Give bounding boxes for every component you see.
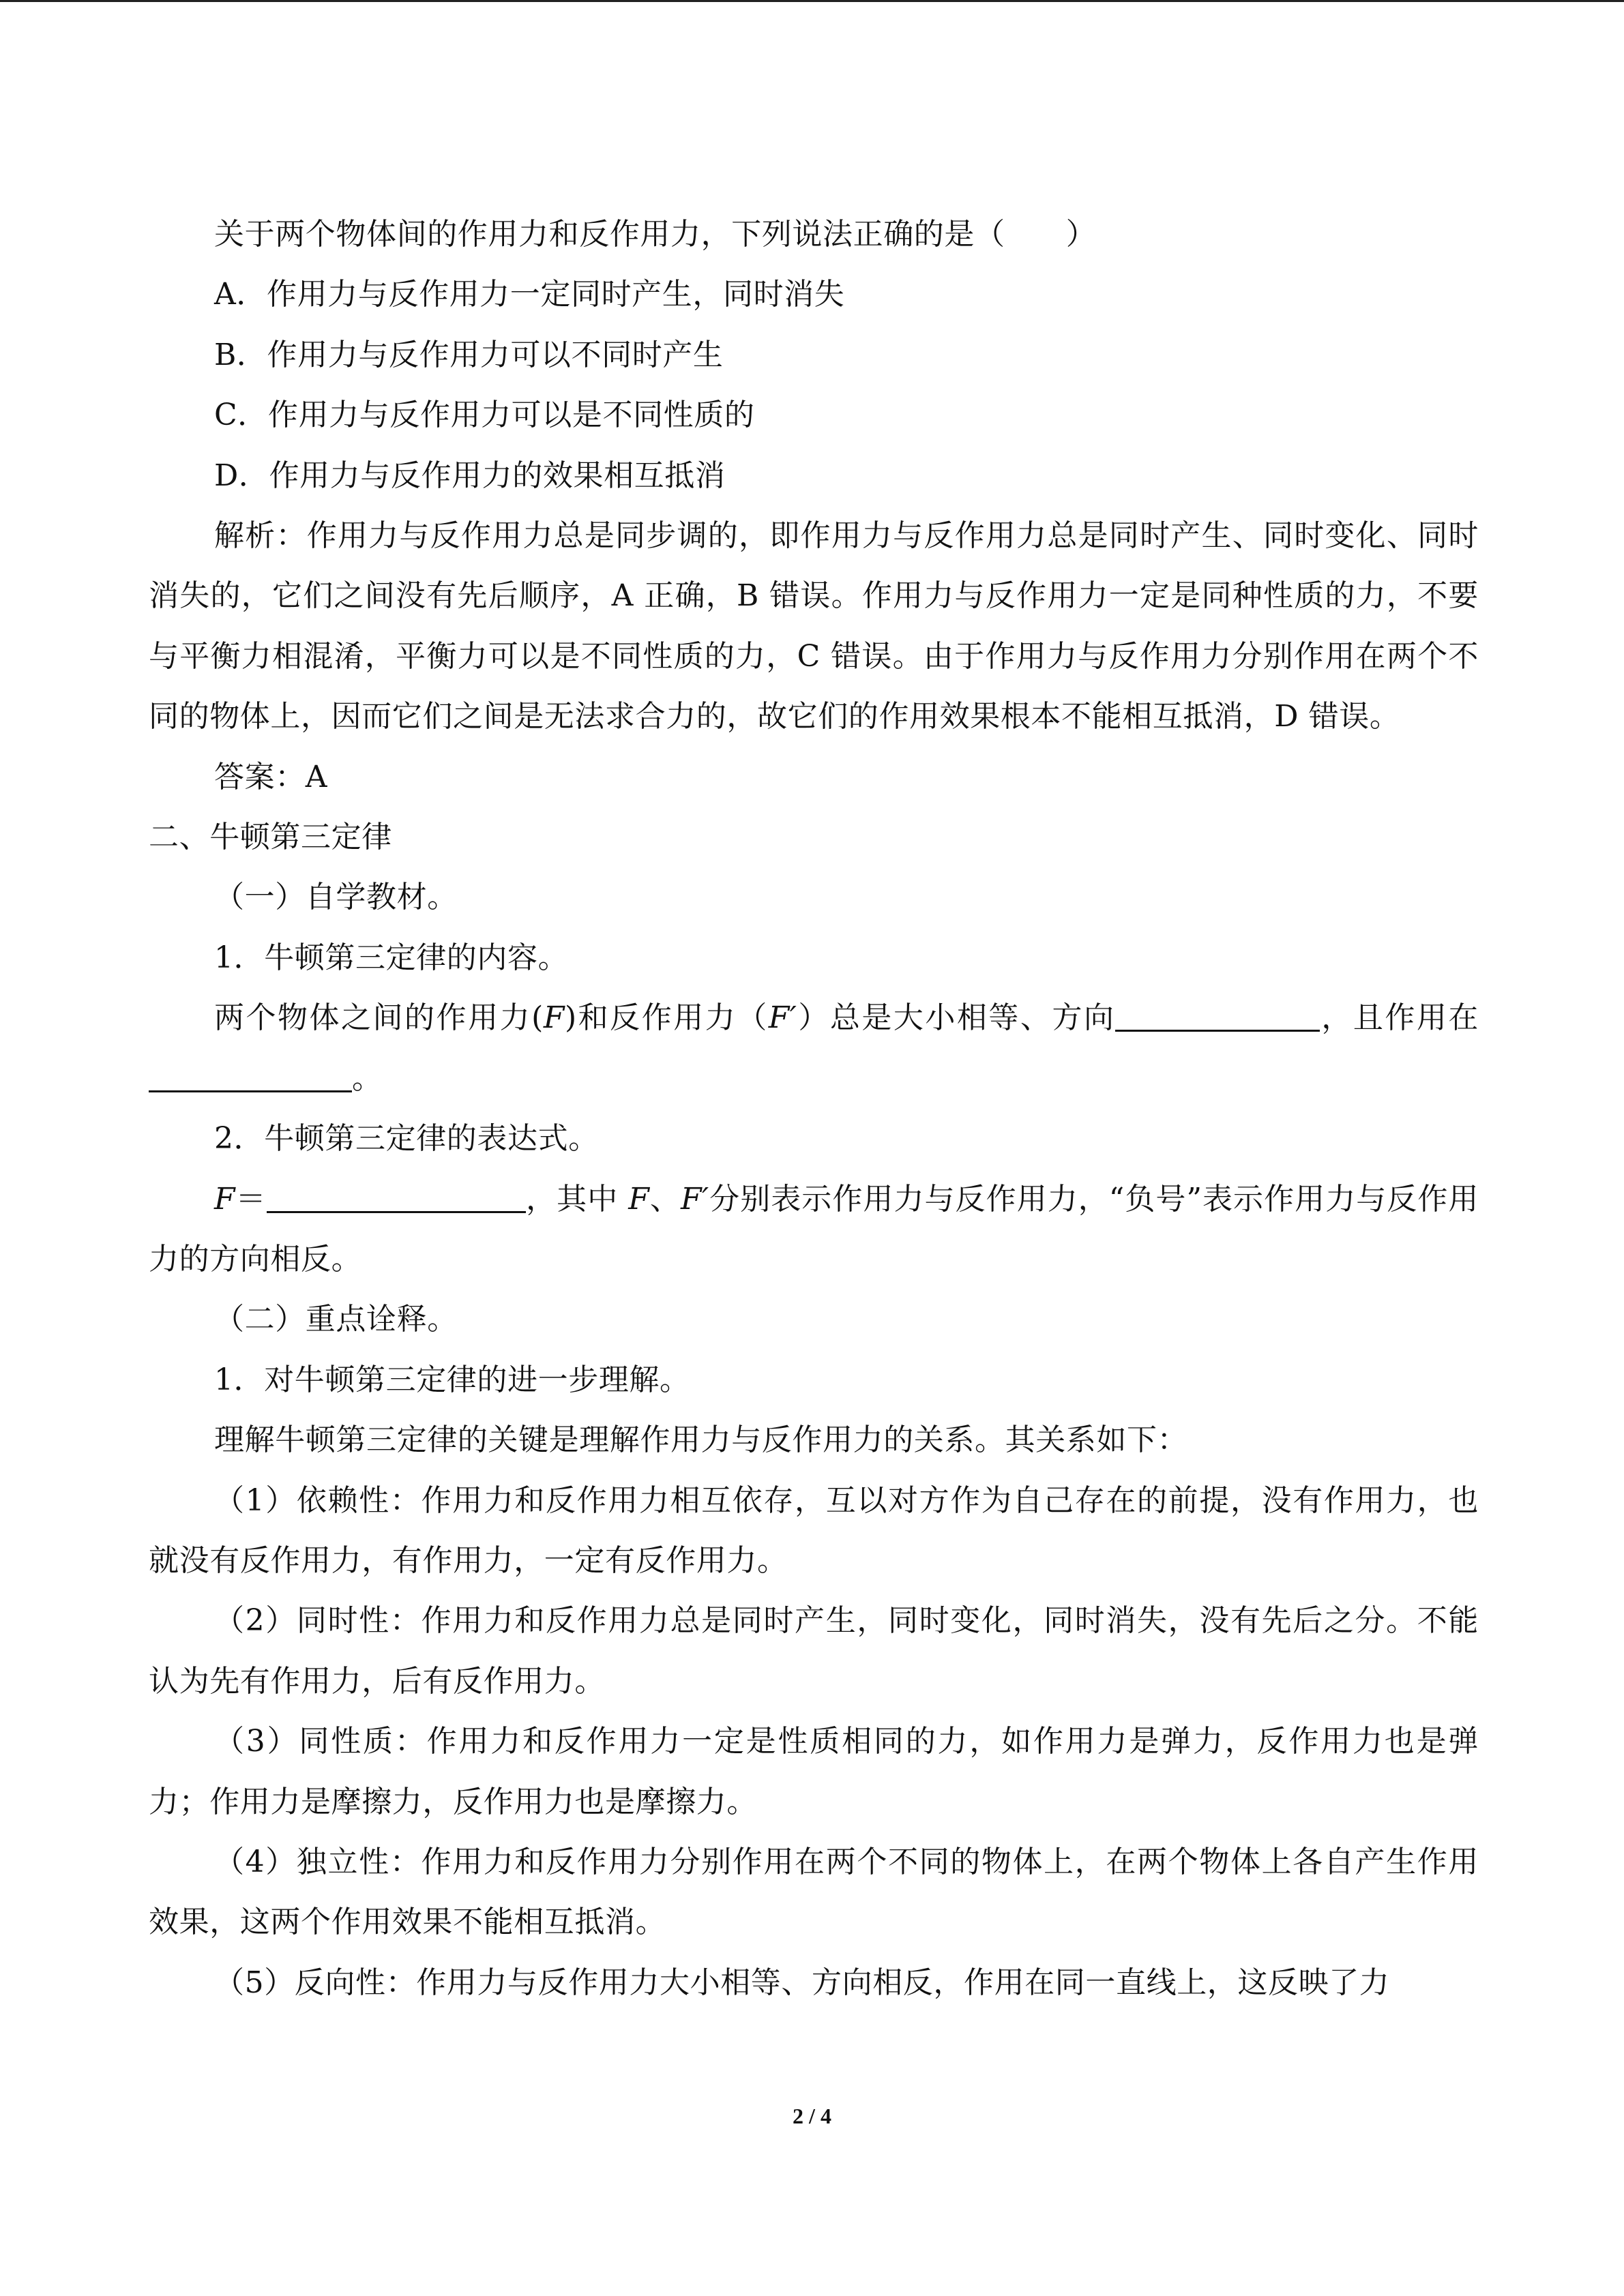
section-heading: 二、牛顿第三定律: [149, 820, 392, 855]
item2-text-a: ，其中: [525, 1181, 629, 1217]
item2-content: [149, 1169, 1479, 1290]
document-body: [149, 205, 1479, 2013]
part2-title: （二）重点诠释。: [214, 1302, 458, 1337]
fill-blank-expression[interactable]: [267, 1176, 526, 1213]
symbol-f: F: [543, 1000, 565, 1036]
question-stem: 关于两个物体间的作用力和反作用力，下列说法正确的是（ ）: [214, 217, 1097, 252]
top-border-line: [0, 0, 1624, 2]
part1-title: （一）自学教材。: [214, 880, 458, 915]
symbol-f: F: [214, 1181, 236, 1217]
property-simultaneity: （2）同时性：作用力和反作用力总是同时产生，同时变化，同时消失，没有先后之分。不能认为先有作用力，后有反作用力。: [149, 1603, 1479, 1699]
item1-text-d: ，且作用在: [1320, 1000, 1479, 1036]
analysis-paragraph: 解析：作用力与反作用力总是同步调的，即作用力与反作用力总是同时产生、同时变化、同时消失的，它们之间没有先后顺序，A 正确，B 错误。作用力与反作用力一定是同种性质的力，不要与平衡力相混淆，平衡力可以是不同性质的力，C 错误。由于作用力与反作用力分别作用在两个不同的物体上，因而它们之间是无法求合力的，故它们的作用效果根本不能相互抵消，D 错误。: [149, 518, 1479, 734]
separator: 、: [649, 1181, 681, 1217]
option-c: C．作用力与反作用力可以是不同性质的: [214, 398, 755, 433]
item1-text-e: 。: [352, 1060, 383, 1096]
fill-blank-direction[interactable]: [1115, 994, 1320, 1032]
answer-line: 答案：A: [214, 759, 328, 794]
property-opposite-direction: （5）反向性：作用力与反作用力大小相等、方向相反，作用在同一直线上，这反映了力: [214, 1965, 1390, 2000]
equals-sign: ＝: [235, 1181, 267, 1217]
fill-blank-location[interactable]: [149, 1055, 352, 1092]
option-b: B．作用力与反作用力可以不同时产生: [214, 337, 724, 372]
item2-text-b: 分别表示作用力与反作用力，“负号”表示作用力与反作用力的方向相反。: [149, 1181, 1479, 1277]
option-a: A．作用力与反作用力一定同时产生，同时消失: [214, 277, 845, 312]
item1-text-c: ）总是大小相等、方向: [797, 1000, 1116, 1036]
property-independence: （4）独立性：作用力和反作用力分别作用在两个不同的物体上，在两个物体上各自产生作用效果，这两个作用效果不能相互抵消。: [149, 1844, 1479, 1940]
item1-content: [149, 988, 1479, 1109]
symbol-f-prime: F′: [680, 1181, 709, 1217]
page-number: 2 / 4: [793, 2104, 831, 2128]
point1-intro: 理解牛顿第三定律的关键是理解作用力与反作用力的关系。其关系如下：: [214, 1422, 1188, 1458]
point1-title: 1．对牛顿第三定律的进一步理解。: [214, 1362, 690, 1397]
item1-text-b: )和反作用力（: [565, 1000, 769, 1036]
item2-title: 2．牛顿第三定律的表达式。: [214, 1121, 599, 1157]
symbol-f-prime: F′: [768, 1000, 797, 1036]
property-same-nature: （3）同性质：作用力和反作用力一定是性质相同的力，如作用力是弹力，反作用力也是弹力；作用力是摩擦力，反作用力也是摩擦力。: [149, 1724, 1479, 1819]
symbol-f: F: [628, 1181, 650, 1217]
property-dependency: （1）依赖性：作用力和反作用力相互依存，互以对方作为自己存在的前提，没有作用力，也就没有反作用力，有作用力，一定有反作用力。: [149, 1482, 1479, 1578]
item1-title: 1．牛顿第三定律的内容。: [214, 940, 569, 975]
option-d: D．作用力与反作用力的效果相互抵消: [214, 458, 726, 493]
item1-text-a: 两个物体之间的作用力(: [214, 1000, 544, 1036]
